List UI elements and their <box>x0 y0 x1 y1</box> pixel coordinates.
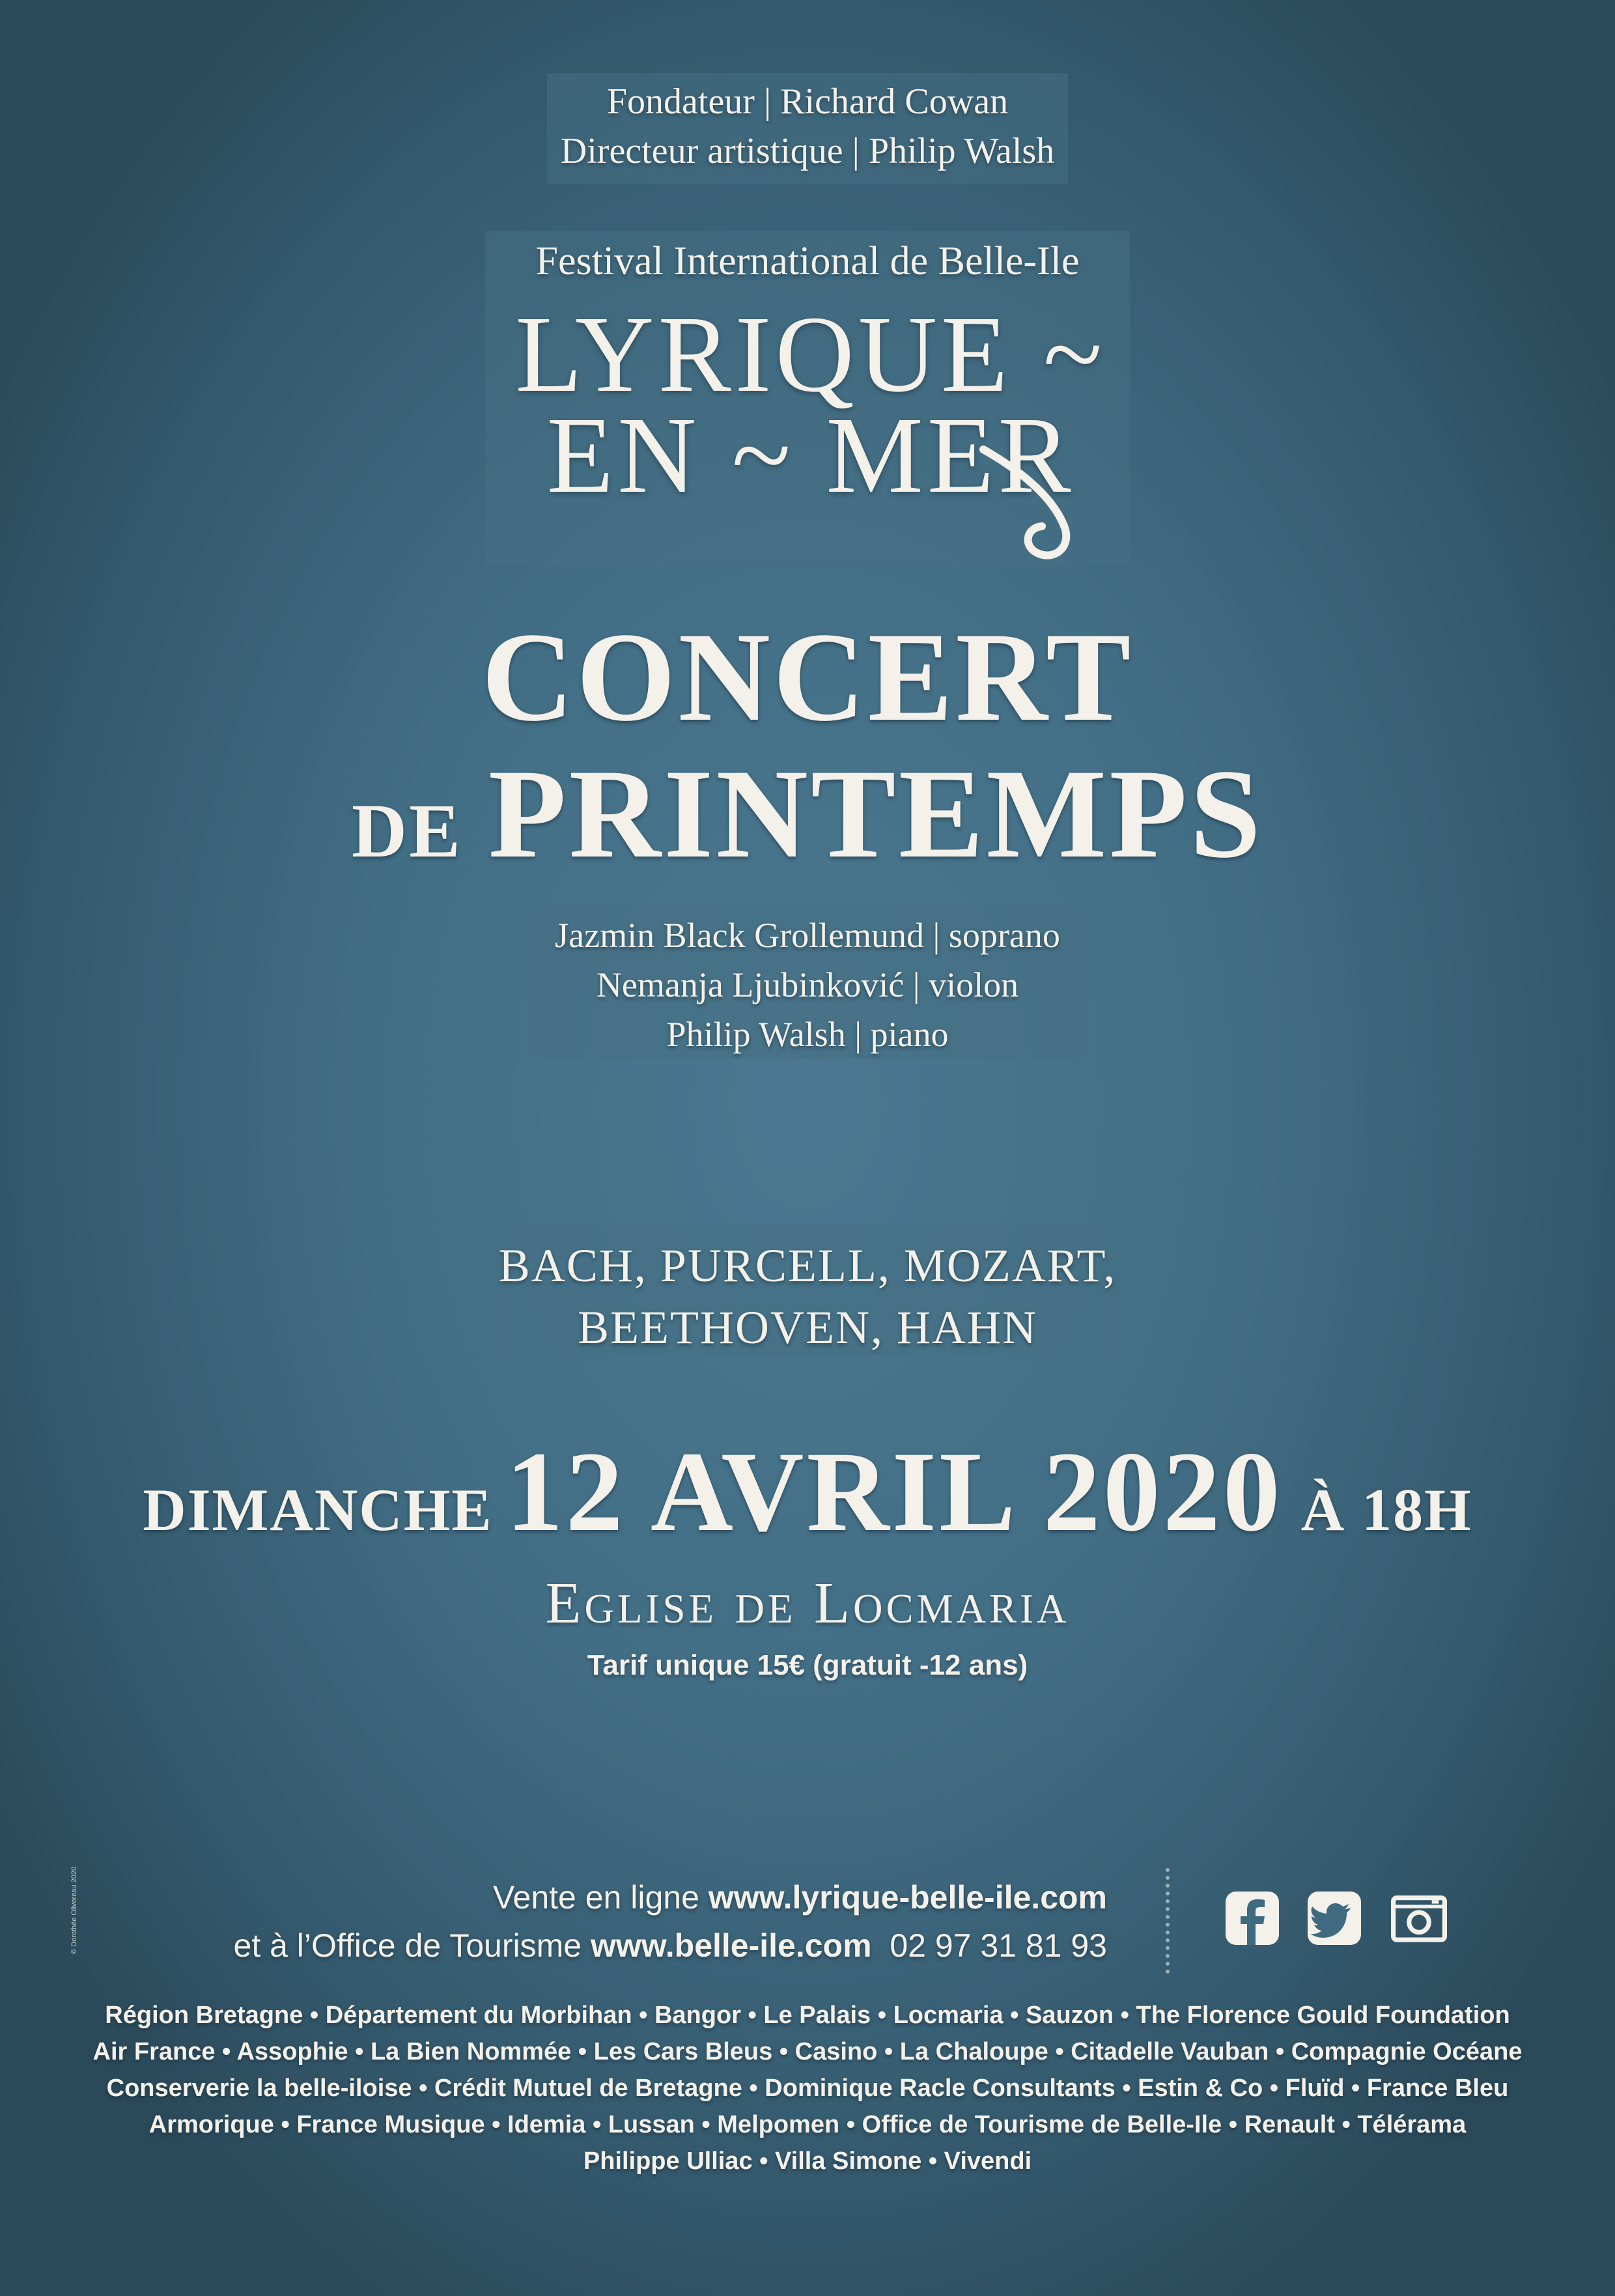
sponsors-line: Philippe Ulliac • Villa Simone • Vivendi <box>583 2147 1032 2175</box>
festival-name: Festival International de Belle-Ile <box>535 239 1080 283</box>
sales-online-label: Vente en ligne <box>492 1879 699 1916</box>
sponsors-list <box>52 1997 1563 2179</box>
event-time: À 18H <box>1300 1477 1472 1543</box>
sales-line-online <box>117 1873 1107 1921</box>
title-line-concert: CONCERT <box>481 606 1134 748</box>
sales-info <box>117 1873 1107 1970</box>
phone-number: 02 97 31 81 93 <box>890 1927 1107 1964</box>
event-date-line <box>0 1426 1615 1558</box>
instagram-icon[interactable] <box>1391 1890 1447 1946</box>
facebook-icon[interactable] <box>1224 1890 1280 1946</box>
twitter-icon[interactable] <box>1306 1890 1362 1946</box>
sponsors-line: Région Bretagne • Département du Morbihan • Bangor • Le Palais • Locmaria • Sauzon • The Florence Gould Foundation <box>105 2002 1510 2029</box>
founders-block <box>0 77 1615 176</box>
title-de: DE <box>351 788 462 873</box>
performer-soprano: Jazmin Black Grollemund | soprano <box>555 916 1060 955</box>
founder-line: Fondateur | Richard Cowan <box>606 81 1009 122</box>
logo-line-2: EN ~ MER <box>546 395 1075 516</box>
sponsors-line: Conserverie la belle-iloise • Crédit Mutuel de Bretagne • Dominique Racle Consultants • Estin & Co • Fluïd • France Bleu <box>106 2075 1509 2102</box>
event-venue: Eglise de Locmaria <box>545 1571 1070 1636</box>
tourism-website-link[interactable]: www.belle-ile.com <box>590 1927 872 1964</box>
event-date: 12 AVRIL 2020 <box>505 1428 1283 1555</box>
event-price: Tarif unique 15€ (gratuit -12 ans) <box>587 1649 1028 1681</box>
title-printemps: PRINTEMPS <box>488 743 1264 885</box>
logo-line-1: LYRIQUE ~ <box>515 294 1106 415</box>
festival-website-link[interactable]: www.lyrique-belle-ile.com <box>708 1879 1107 1916</box>
title-line-printemps <box>0 743 1615 900</box>
sponsors-line: Armorique • France Musique • Idemia • Lussan • Melpomen • Office de Tourisme de Belle-Ile • Renault • Télérama <box>148 2111 1467 2138</box>
event-day: DIMANCHE <box>143 1477 493 1543</box>
sponsors-line: Air France • Assophie • La Bien Nommée • Les Cars Bleus • Casino • La Chaloupe • Citadelle Vauban • Compagnie Océane <box>92 2038 1523 2065</box>
artistic-director-line: Directeur artistique | Philip Walsh <box>560 131 1055 171</box>
performers-list <box>0 911 1615 1059</box>
performer-violin: Nemanja Ljubinković | violon <box>596 965 1019 1004</box>
sales-office-label: et à l’Office de Tourisme <box>233 1927 582 1964</box>
sales-line-office <box>117 1921 1107 1970</box>
dotted-divider <box>1166 1868 1170 1974</box>
composers-block <box>0 1235 1615 1359</box>
photo-credit: © Dorothée Olivereau 2020 <box>70 1866 78 1954</box>
performer-piano: Philip Walsh | piano <box>666 1015 949 1054</box>
lyrique-en-mer-logo <box>482 280 1140 567</box>
concert-title <box>0 606 1615 900</box>
composers-line-2: BEETHOVEN, HAHN <box>578 1301 1037 1354</box>
composers-line-1: BACH, PURCELL, MOZART, <box>498 1240 1117 1292</box>
